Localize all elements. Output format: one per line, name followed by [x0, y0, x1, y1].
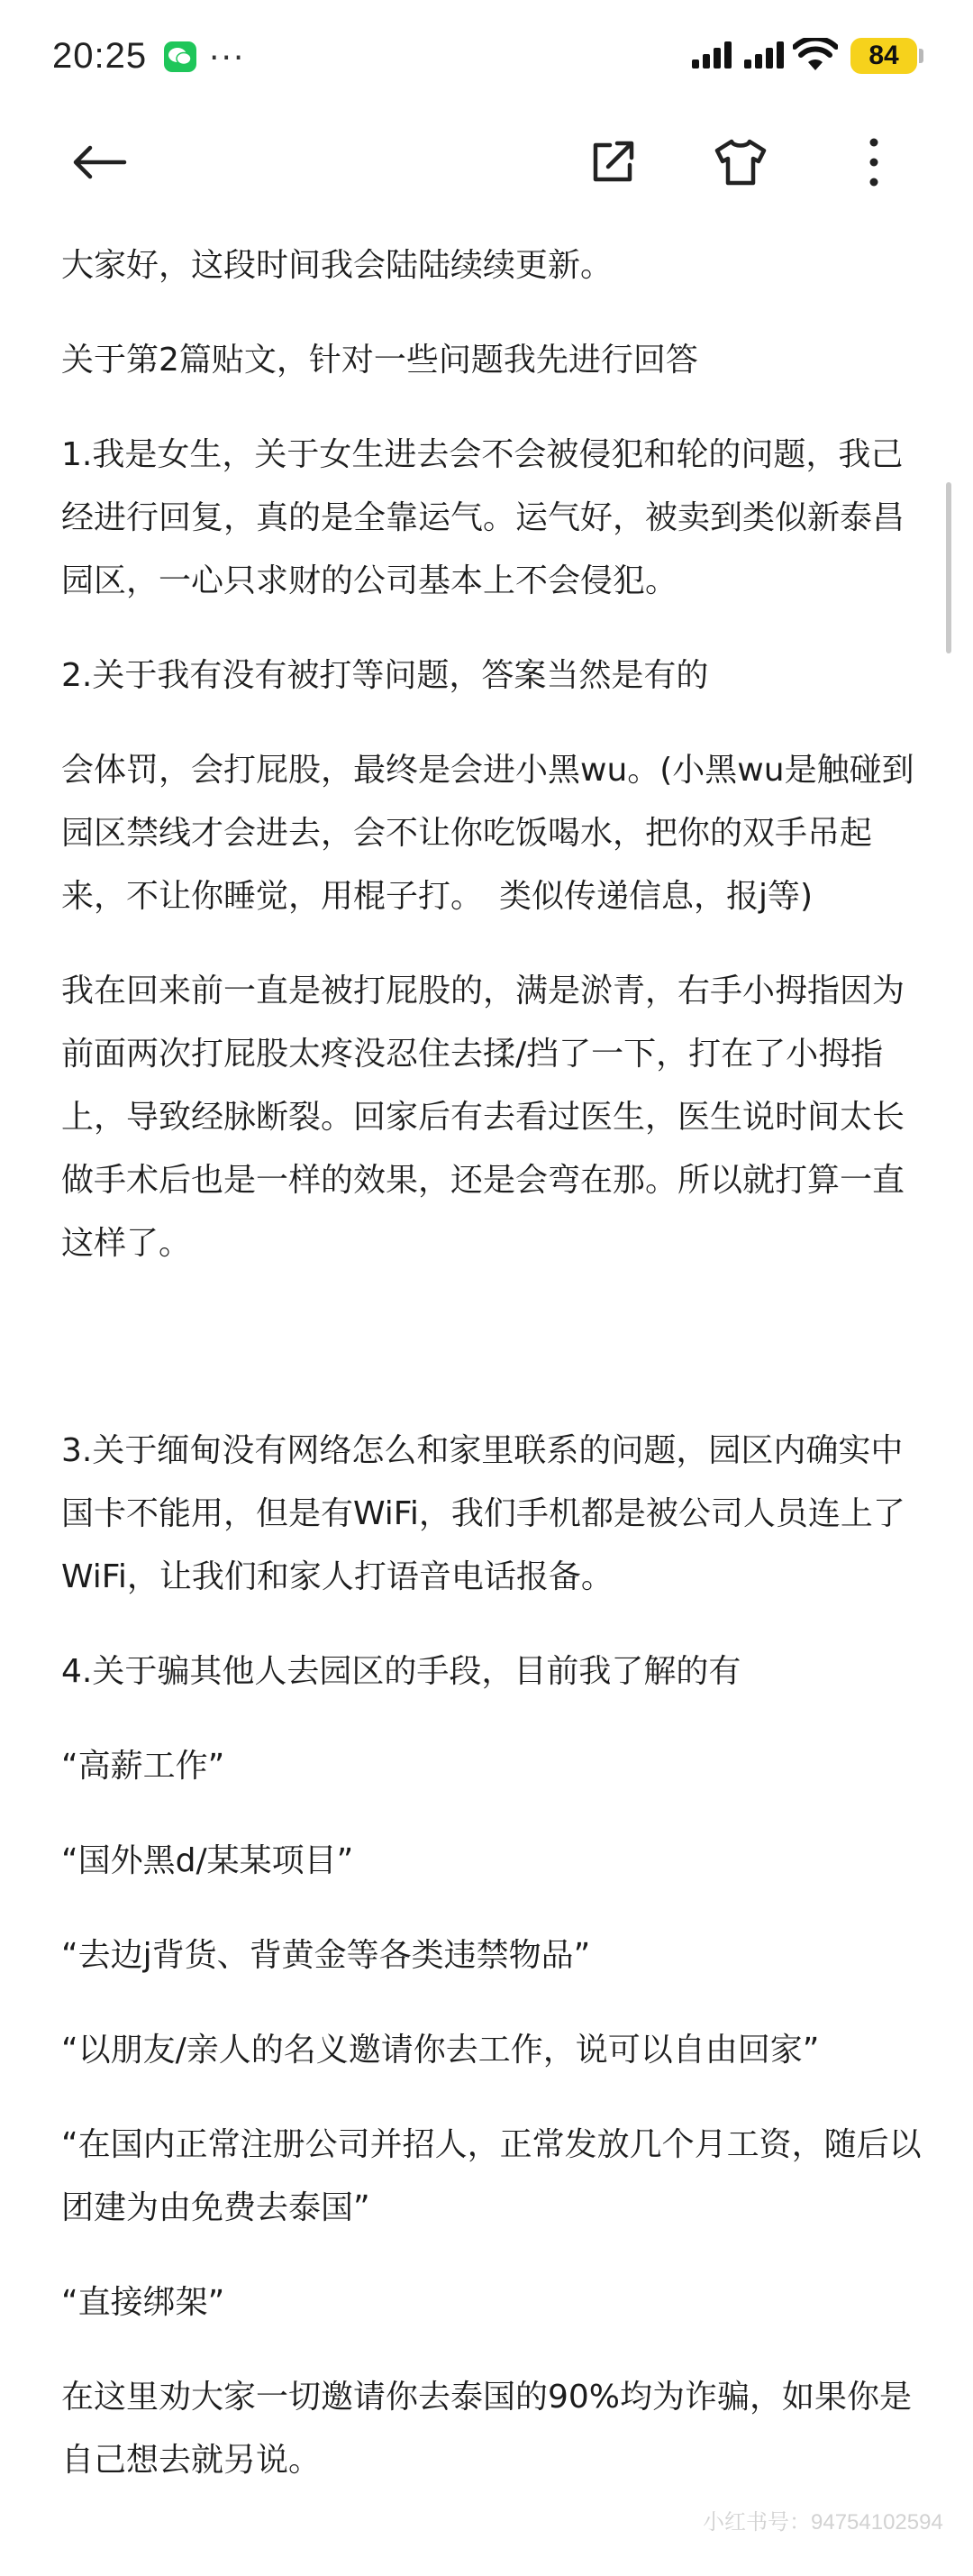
quote-item: “国外黑d/某某项目”: [61, 1842, 354, 1879]
quote-item: “去边j背货、背黄金等各类违禁物品”: [61, 1937, 591, 1974]
status-time: 20:25: [52, 36, 148, 76]
share-button[interactable]: [577, 126, 649, 198]
watermark: 小红书号：94754102594: [703, 2510, 943, 2535]
paragraph: 大家好，这段时间我会陆陆续续更新。: [61, 247, 614, 284]
status-more-dots: ···: [209, 40, 246, 77]
arrow-left-icon: [70, 144, 128, 180]
back-button[interactable]: [63, 126, 135, 198]
quote-item: “高薪工作”: [61, 1748, 225, 1785]
share-icon: [588, 138, 637, 187]
battery-indicator: 84: [850, 38, 917, 74]
paragraph: 1.我是女生，关于女生进去会不会被侵犯和轮的问题，我己经进行回复，真的是全靠运气。运气好，被卖到类似新泰昌园区，一心只求财的公司基本上不会侵犯。: [61, 436, 905, 599]
wifi-icon: [793, 38, 838, 72]
quote-item: “直接绑架”: [61, 2284, 225, 2321]
status-bar: [0, 0, 973, 117]
cellular-signal-2-icon: [744, 41, 786, 69]
paragraph: 会体罚，会打屁股，最终是会进小黑wu。(小黑wu是触碰到园区禁线才会进去，会不让你吃饭喝水，把你的双手吊起来，不让你睡觉，用棍子打。 类似传递信息，报j等): [61, 752, 914, 915]
paragraph: 我在回来前一直是被打屁股的，满是淤青，右手小拇指因为前面两次打屁股太疼没忍住去揉/挡了一下，打在了小拇指上，导致经脉断裂。回家后有去看过医生，医生说时间太长做手术后也是一样的效果，还是会弯在那。所以就打算一直这样了。: [61, 973, 905, 1262]
cellular-signal-icon: [692, 41, 733, 69]
paragraph: 在这里劝大家一切邀请你去泰国的90%均为诈骗，如果你是自己想去就另说。: [61, 2379, 913, 2479]
tshirt-icon: [714, 138, 768, 187]
scrollbar[interactable]: [946, 482, 951, 653]
battery-tip: [919, 49, 923, 63]
vertical-dots-icon: [868, 137, 880, 187]
paragraph: 2.关于我有没有被打等问题，答案当然是有的: [61, 657, 709, 694]
paragraph: 3.关于缅甸没有网络怎么和家里联系的问题，园区内确实中国卡不能用，但是有WiFi，我们手机都是被公司人员连上了WiFi，让我们和家人打语音电话报备。: [61, 1432, 905, 1595]
more-menu-button[interactable]: [838, 126, 910, 198]
article-content: [61, 234, 926, 2524]
theme-button[interactable]: [705, 126, 777, 198]
nav-bar: [0, 117, 973, 207]
quote-item: “以朋友/亲人的名义邀请你去工作，说可以自由回家”: [61, 2032, 820, 2069]
paragraph: 4.关于骗其他人去园区的手段，目前我了解的有: [61, 1653, 741, 1690]
wechat-notification-icon: [164, 41, 196, 72]
paragraph: 关于第2篇贴文，针对一些问题我先进行回答: [61, 342, 698, 379]
quote-item: “在国内正常注册公司并招人，正常发放几个月工资，随后以团建为由免费去泰国”: [61, 2126, 922, 2226]
